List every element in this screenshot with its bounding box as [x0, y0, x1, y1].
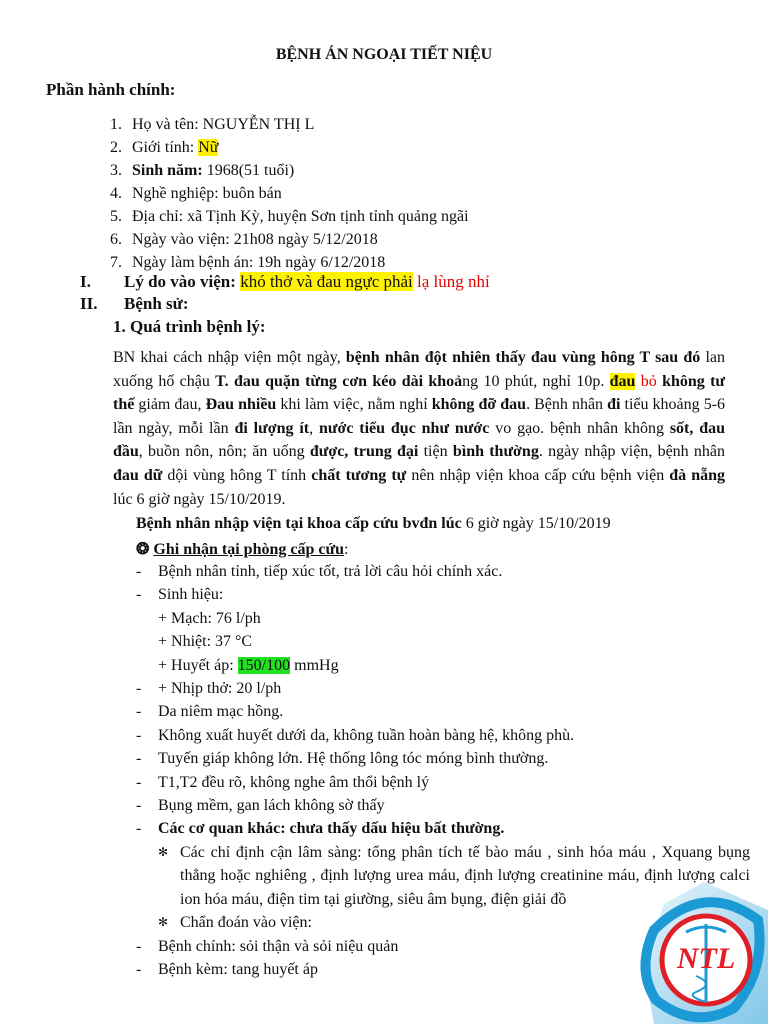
main-diagnosis: - Bệnh chính: sỏi thận và sỏi niệu quản [136, 937, 399, 955]
list-item: - Tuyến giáp không lớn. Hệ thống lông tóc móng bình thường. [136, 750, 549, 768]
diagnosis-heading: ✻ Chẩn đoán vào viện: [158, 911, 750, 934]
asterisk-icon: ✻ [158, 844, 169, 859]
document-title: BỆNH ÁN NGOẠI TIẾT NIỆU [275, 46, 493, 63]
list-item: - T1,T2 đều rõ, không nghe âm thổi bệnh lý [136, 773, 430, 791]
labs-item: ✻ Các chỉ định cận lâm sàng: tổng phân tích tế bào máu , sinh hóa máu , Xquang bụng thẳng hoặc nghiêng , định lượng urea máu, định lượng creatinine máu, định lượng calci ion hóa máu, điện tim tại giường, siêu âm bụng, điện giải đồ [158, 841, 750, 911]
admin-item-name: 1. Họ và tên: NGUYỄN THỊ L [110, 116, 315, 133]
list-item: - Không xuất huyết dưới da, không tuần hoàn bàng hệ, không phù. [136, 726, 575, 744]
admin-item-birth-year: 3. Sinh năm: 1968(51 tuổi) [110, 162, 295, 179]
history-heading: II. Bệnh sử: [80, 294, 189, 313]
bp-value: 150/100 [237, 656, 291, 674]
history-paragraph: BN khai cách nhập viện một ngày, bệnh nhân đột nhiên thấy đau vùng hông T sau đó lan xuống hố chậu T. đau quặn từng cơn kéo dài khoảng 10 phút, nghỉ 10p. đau bỏ không tư thế giảm đau, Đau nhiều khi làm việc, nằm nghỉ không đỡ đau. Bệnh nhân đi tiểu khoảng 5-6 lần ngày, mỗi lần đi lượng ít, nước tiểu đục như nước vo gạo. bệnh nhân không sốt, đau đầu, buồn nôn, nôn; ăn uống được, trung đại tiện bình thường. ngày nhập viện, bệnh nhân đau dữ dội vùng hông T tính chất tương tự nên nhập viện khoa cấp cứu bệnh viện đà nẵng lúc 6 giờ ngày 15/10/2019. [113, 349, 726, 508]
list-item: - Da niêm mạc hồng. [136, 703, 284, 721]
admin-item-address: 5. Địa chỉ: xã Tịnh Kỳ, huyện Sơn tịnh tỉnh quảng ngãi [110, 208, 469, 225]
gender-value: Nữ [198, 139, 219, 156]
admin-item-admission-date: 6. Ngày vào viện: 21h08 ngày 5/12/2018 [110, 231, 378, 248]
reason-heading: I. Lý do vào viện: khó thở và đau ngực phải lạ lùng nhỉ [80, 272, 490, 291]
reason-red-note: lạ lùng nhỉ [412, 272, 490, 291]
list-item: - Sinh hiệu: [136, 586, 224, 604]
admin-item-gender: 2. Giới tính: Nữ [110, 139, 219, 156]
admin-item-record-date: 7. Ngày làm bệnh án: 19h ngày 6/12/2018 [110, 254, 386, 271]
asterisk-icon: ✻ [158, 915, 169, 930]
er-notes-heading: ❂ Ghi nhận tại phòng cấp cứu: [136, 541, 349, 558]
vital-temp: + Nhiệt: 37 °C [158, 633, 253, 651]
list-item: - Bệnh nhân tỉnh, tiếp xúc tốt, trả lời câu hỏi chính xác. [136, 563, 503, 580]
reason-highlight: khó thở và đau ngực phải [240, 272, 413, 291]
vital-bp: + Huyết áp: 150/100 mmHg [158, 656, 339, 674]
vital-pulse: + Mạch: 76 l/ph [158, 609, 261, 627]
svg-text:NTL: NTL [676, 942, 736, 975]
ntl-caduceus-logo [634, 880, 768, 1024]
list-item: - Bụng mềm, gan lách không sờ thấy [136, 797, 385, 815]
admin-item-occupation: 4. Nghề nghiệp: buôn bán [110, 185, 282, 202]
disease-process-heading: 1. Quá trình bệnh lý: [113, 317, 266, 336]
admission-line: Bệnh nhân nhập viện tại khoa cấp cứu bvđn lúc 6 giờ ngày 15/10/2019 [136, 515, 611, 532]
secondary-diagnosis: - Bệnh kèm: tang huyết áp [136, 960, 318, 978]
list-item: - Các cơ quan khác: chưa thấy dấu hiệu bất thường. ✻ Các chỉ định cận lâm sàng: tổng phân tích tế bào máu , sinh hóa máu , Xquang bụng thẳng hoặc nghiêng , định lượng urea máu, định lượng creatinine máu, định lượng calci ion hóa máu, điện tim tại giường, siêu âm bụng, điện giải đồ ✻ Chẩn đoán vào viện: [136, 817, 736, 934]
flower-icon: ❂ [136, 541, 150, 558]
admin-section-heading: Phần hành chính: [46, 80, 176, 99]
list-item: - + Nhịp thở: 20 l/ph [136, 680, 282, 698]
admin-info-list [110, 113, 469, 274]
